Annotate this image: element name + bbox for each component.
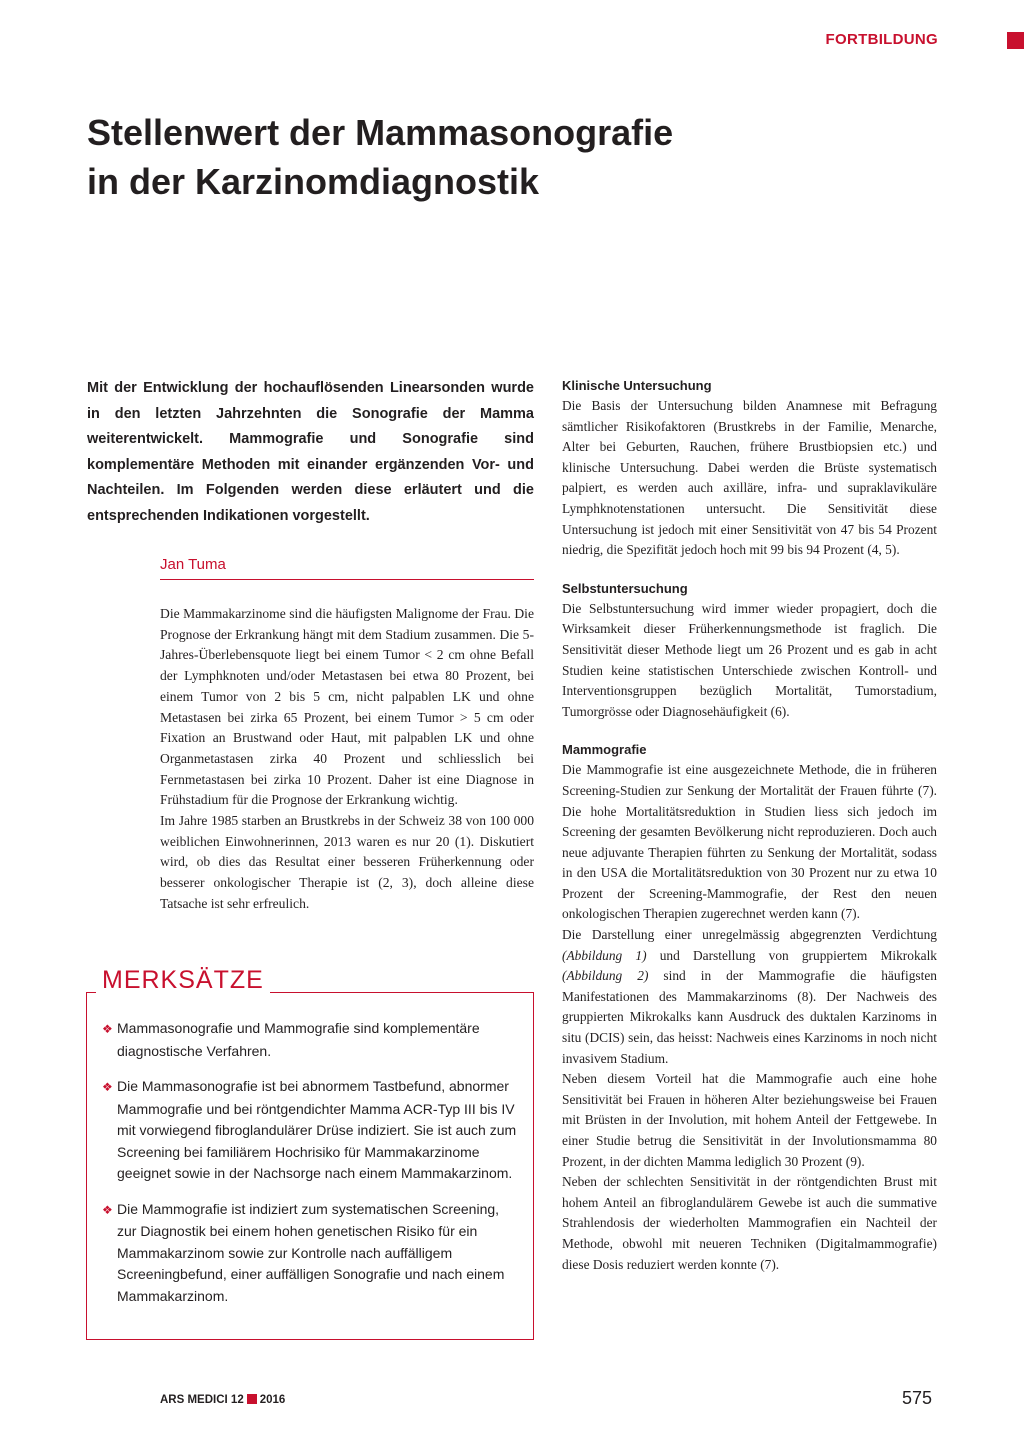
- mammografie-paragraph-1: Die Mammografie ist eine ausgezeichnete Methode, die in früheren Screening-Studien zur Senkung der Mortalität der Frauen führte (7). Die hohe Mortalitätsreduktion in Studien liess sich jedoch im Screening der gesamten Bevölkerung nicht reproduzieren. Doch auch neue adjuvante Therapien führten zu Senkung der Mortalität, sodass in den USA die Mortalitätsreduktion von 30 Prozent nur zu etwa 10 Prozent der Screening-Mammografie, der Rest den neuen onkologischen Therapien zugerechnet werden kann (7).: [562, 762, 937, 922]
- section-label: FORTBILDUNG: [825, 31, 938, 48]
- heading-klinische-untersuchung: Klinische Untersuchung: [562, 378, 712, 393]
- author-name: Jan Tuma: [160, 556, 534, 580]
- diamond-bullet-icon: ❖: [102, 1202, 113, 1217]
- heading-selbstuntersuchung: Selbstuntersuchung: [562, 580, 688, 596]
- list-item: [102, 1076, 522, 1185]
- list-item-text: Die Mammografie ist indiziert zum systematischen Screening, zur Diagnostik bei einem hohen genetischen Risiko für ein Mammakarzinom sowie zur Kontrolle nach auffälligem Screeningbefund, einer auffälligen Sonografie und nach einem Mammakarzinom.: [117, 1200, 505, 1304]
- list-item: [102, 1199, 522, 1308]
- footer-journal: [160, 1394, 285, 1406]
- article-title: [87, 108, 887, 206]
- mammografie-paragraph-4: Neben der schlechten Sensitivität in der röntgendichten Brust mit hohem Anteil an fibroglandulärem Gewebe ist auch die summative Strahlendosis der wiederholten Mammografien ein Nachteil der Methode, obwohl mit neueren Techniken (Digitalmammografie) diese Dosis reduziert werden konnte (7).: [562, 1174, 937, 1272]
- list-item: [102, 1018, 522, 1062]
- section-marker: [1007, 32, 1024, 49]
- list-item-text: Mammasonografie und Mammografie sind komplementäre diagnostische Verfahren.: [117, 1020, 480, 1059]
- intro-section: [160, 604, 534, 915]
- intro-paragraph-2: Im Jahre 1985 starben an Brustkrebs in der Schweiz 38 von 100 000 weiblichen Einwohnerinnen, 2013 waren es nur 20 (1). Diskutiert wird, ob dies das Resultat einer besseren Früherkennung oder besserer onkologischer Therapie ist (2, 3), doch alleine diese Tatsache ist sehr erfreulich.: [160, 813, 534, 911]
- text-run: Die Darstellung einer unregelmässig abgegrenzten Verdichtung: [562, 927, 937, 943]
- merksaetze-list: [102, 1018, 522, 1321]
- page-number: 575: [902, 1388, 933, 1408]
- footer-marker: [247, 1394, 257, 1404]
- mammografie-paragraph-2: [562, 925, 937, 1069]
- intro-paragraph-1: Die Mammakarzinome sind die häufigsten Malignome der Frau. Die Prognose der Erkrankung hängt mit dem Stadium zusammen. Die 5-Jahres-Überlebensquote liegt bei einem Tumor < 2 cm ohne Befall der Lymphknoten und/oder Metastasen bei etwa 80 Prozent, bei einem Tumor von 2 bis 5 cm, nicht palpablen LK und ohne Metastasen bei zirka 65 Prozent, bei einem Tumor > 5 cm oder Fixation an Brustwand oder Haut, mit palpablen LK und ohne Organmetastasen zirka 40 Prozent und schliesslich bei Fernmetastasen bei zirka 10 Prozent. Daher ist eine Diagnose in Frühstadium für die Prognose der Erkrankung wichtig.: [160, 606, 534, 808]
- lead-paragraph: Mit der Entwicklung der hochauflösenden Linearsonden wurde in den letzten Jahrzehnten die Sonografie der Mamma weiterentwickelt. Mammografie und Sonografie sind komplementäre Methoden mit einander ergänzenden Vor- und Nachteilen. Im Folgenden werden diese erläutert und die entsprechenden Indikationen vorgestellt.: [87, 380, 534, 524]
- title-line-1: Stellenwert der Mammasonografie: [87, 112, 674, 153]
- journal-name: ARS MEDICI 12: [160, 1394, 244, 1406]
- selbstuntersuchung-text: Die Selbstuntersuchung wird immer wieder propagiert, doch die Wirksamkeit dieser Früherkennungsmethode ist fraglich. Die Sensitivität dieser Methode liegt um 26 Prozent und es gab in acht Studien keine statistischen Unterschiede zwischen Kontroll- und Interventionsgruppen bezüglich Mortalität, Tumorstadium, Tumorgrösse oder Diagnosehäufigkeit (6).: [562, 600, 937, 719]
- diamond-bullet-icon: ❖: [102, 1022, 113, 1036]
- text-run: sind in der Mammografie die häufigsten Manifestationen des Mammakarzinoms (8). Der Nachweis des gruppierten Mikrokalks kann Ausdruck des duktalen Karzinoms in situ (DCIS) sein, das heisst: Nachweis eines Karzinoms in noch nicht invasivem Stadium.: [562, 968, 937, 1066]
- list-item-text: Die Mammasonografie ist bei abnormem Tastbefund, abnormer Mammografie und bei röntgendichter Mamma ACR-Typ III bis IV mit vorwiegend fibroglandulärer Drüse indiziert. Sie ist auch zum Screening bei familiärem Hochrisiko für Mammakarzinome geeignet sowie in der Nachsorge nach einem Mammakarzinom.: [117, 1078, 517, 1181]
- figure-reference-1: (Abbildung 1): [562, 947, 647, 963]
- klinische-untersuchung-text: Die Basis der Untersuchung bilden Anamnese mit Befragung sämtlicher Risikofaktoren (Brustkrebs in der Familie, Menarche, Alter bei Geburten, Rauchen, frühere Brustbiopsien etc.) und klinische Untersuchung. Dabei werden die Brüste systematisch palpiert, es werden auch axilläre, infra- und supraklavikuläre Lymphknotenstationen untersucht. Die Sensitivität diese Untersuchung ist jedoch mit einer Sensitivität von 47 bis 54 Prozent niedrig, die Spezifität jedoch hoch mit 99 bis 94 Prozent (4, 5).: [562, 398, 937, 558]
- diamond-bullet-icon: ❖: [102, 1080, 113, 1094]
- journal-year: 2016: [259, 1394, 286, 1406]
- text-run: und Darstellung von gruppiertem Mikrokalk: [646, 947, 937, 963]
- merksaetze-title: MERKSÄTZE: [96, 962, 270, 998]
- mammografie-paragraph-3: Neben diesem Vorteil hat die Mammografie auch eine hohe Sensitivität bei Frauen in höheren Alter beziehungsweise bei Frauen mit Brüsten in der Involution, mit hohem Anteil der Fettgewebe. In einer Studie betrug die Sensitivität in der Involutionsmamma 80 Prozent, in der dichten Mamma lediglich 30 Prozent (9).: [562, 1071, 937, 1169]
- heading-mammografie: Mammografie: [562, 742, 647, 758]
- right-column: [562, 376, 937, 1275]
- figure-reference-2: (Abbildung 2): [562, 968, 649, 984]
- title-line-2: in der Karzinomdiagnostik: [87, 161, 540, 202]
